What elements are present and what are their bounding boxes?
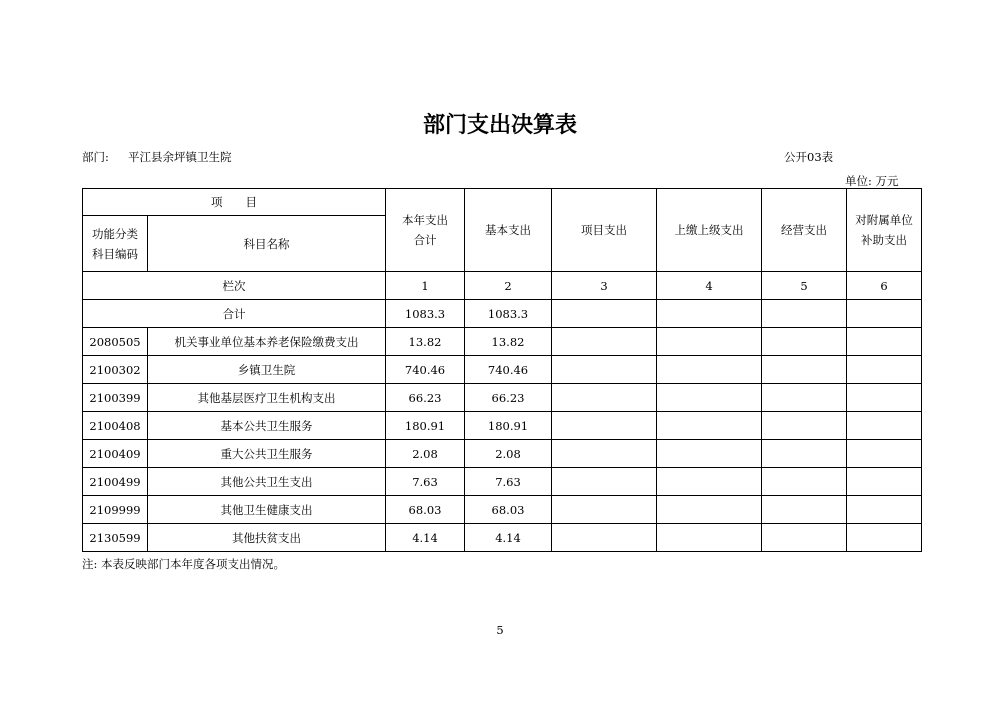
subject-name: 机关事业单位基本养老保险缴费支出	[148, 328, 386, 356]
empty-cell	[657, 412, 762, 440]
header-subsidy: 对附属单位补助支出	[847, 189, 922, 272]
empty-cell	[552, 328, 657, 356]
empty-cell	[657, 468, 762, 496]
basic-value: 1083.3	[465, 300, 552, 328]
header-function-code: 功能分类科目编码	[83, 216, 148, 272]
unit-label: 单位: 万元	[845, 174, 899, 188]
subject-name: 乡镇卫生院	[148, 356, 386, 384]
empty-cell	[552, 412, 657, 440]
empty-cell	[847, 300, 922, 328]
empty-cell	[552, 440, 657, 468]
total-value: 66.23	[386, 384, 465, 412]
basic-value: 68.03	[465, 496, 552, 524]
header-upper-payment: 上缴上级支出	[657, 189, 762, 272]
page-number: 5	[496, 623, 504, 637]
subject-name: 其他卫生健康支出	[148, 496, 386, 524]
department-label: 部门:	[82, 150, 109, 164]
empty-cell	[762, 496, 847, 524]
empty-cell	[657, 496, 762, 524]
empty-cell	[847, 496, 922, 524]
empty-cell	[762, 524, 847, 552]
header-project-expense: 项目支出	[552, 189, 657, 272]
table-row	[83, 440, 922, 468]
column-number: 3	[552, 272, 657, 300]
function-code: 2100408	[83, 412, 148, 440]
basic-value: 2.08	[465, 440, 552, 468]
empty-cell	[762, 356, 847, 384]
basic-value: 740.46	[465, 356, 552, 384]
empty-cell	[657, 356, 762, 384]
basic-value: 4.14	[465, 524, 552, 552]
total-value: 740.46	[386, 356, 465, 384]
total-value: 180.91	[386, 412, 465, 440]
empty-cell	[847, 328, 922, 356]
function-code: 2130599	[83, 524, 148, 552]
row-index-label: 栏次	[83, 272, 386, 300]
function-code: 2100499	[83, 468, 148, 496]
function-code: 2100409	[83, 440, 148, 468]
column-number: 4	[657, 272, 762, 300]
page-title: 部门支出决算表	[422, 113, 577, 138]
document-code: 公开03表	[784, 150, 834, 164]
empty-cell	[847, 440, 922, 468]
empty-cell	[657, 384, 762, 412]
table-row	[83, 412, 922, 440]
table-row	[83, 384, 922, 412]
table-row	[83, 468, 922, 496]
total-value: 2.08	[386, 440, 465, 468]
subject-name: 重大公共卫生服务	[148, 440, 386, 468]
total-label: 合计	[83, 300, 386, 328]
empty-cell	[847, 468, 922, 496]
empty-cell	[657, 300, 762, 328]
basic-value: 180.91	[465, 412, 552, 440]
function-code: 2100399	[83, 384, 148, 412]
empty-cell	[762, 440, 847, 468]
empty-cell	[657, 328, 762, 356]
empty-cell	[657, 440, 762, 468]
empty-cell	[552, 468, 657, 496]
empty-cell	[762, 300, 847, 328]
empty-cell	[847, 412, 922, 440]
function-code: 2100302	[83, 356, 148, 384]
empty-cell	[762, 468, 847, 496]
table-note: 注: 本表反映部门本年度各项支出情况。	[82, 557, 286, 571]
table-row	[83, 328, 922, 356]
total-value: 13.82	[386, 328, 465, 356]
subject-name: 其他基层医疗卫生机构支出	[148, 384, 386, 412]
function-code: 2109999	[83, 496, 148, 524]
total-value: 1083.3	[386, 300, 465, 328]
basic-value: 13.82	[465, 328, 552, 356]
total-value: 4.14	[386, 524, 465, 552]
column-number: 1	[386, 272, 465, 300]
basic-value: 7.63	[465, 468, 552, 496]
empty-cell	[847, 524, 922, 552]
header-subject-name: 科目名称	[148, 216, 386, 272]
table-row	[83, 496, 922, 524]
expenditure-table	[82, 188, 922, 552]
column-number: 6	[847, 272, 922, 300]
empty-cell	[762, 412, 847, 440]
subject-name: 基本公共卫生服务	[148, 412, 386, 440]
column-index-row	[83, 272, 922, 300]
empty-cell	[762, 328, 847, 356]
total-value: 68.03	[386, 496, 465, 524]
empty-cell	[762, 384, 847, 412]
function-code: 2080505	[83, 328, 148, 356]
empty-cell	[847, 384, 922, 412]
subject-name: 其他公共卫生支出	[148, 468, 386, 496]
empty-cell	[657, 524, 762, 552]
empty-cell	[552, 300, 657, 328]
header-project: 项 目	[83, 189, 386, 216]
header-total: 本年支出合计	[386, 189, 465, 272]
table-row	[83, 356, 922, 384]
empty-cell	[552, 384, 657, 412]
total-row	[83, 300, 922, 328]
column-number: 2	[465, 272, 552, 300]
subject-name: 其他扶贫支出	[148, 524, 386, 552]
department-name: 平江县余坪镇卫生院	[128, 150, 232, 164]
basic-value: 66.23	[465, 384, 552, 412]
empty-cell	[552, 524, 657, 552]
empty-cell	[847, 356, 922, 384]
table-row	[83, 524, 922, 552]
total-value: 7.63	[386, 468, 465, 496]
column-number: 5	[762, 272, 847, 300]
header-basic: 基本支出	[465, 189, 552, 272]
empty-cell	[552, 496, 657, 524]
empty-cell	[552, 356, 657, 384]
header-business: 经营支出	[762, 189, 847, 272]
